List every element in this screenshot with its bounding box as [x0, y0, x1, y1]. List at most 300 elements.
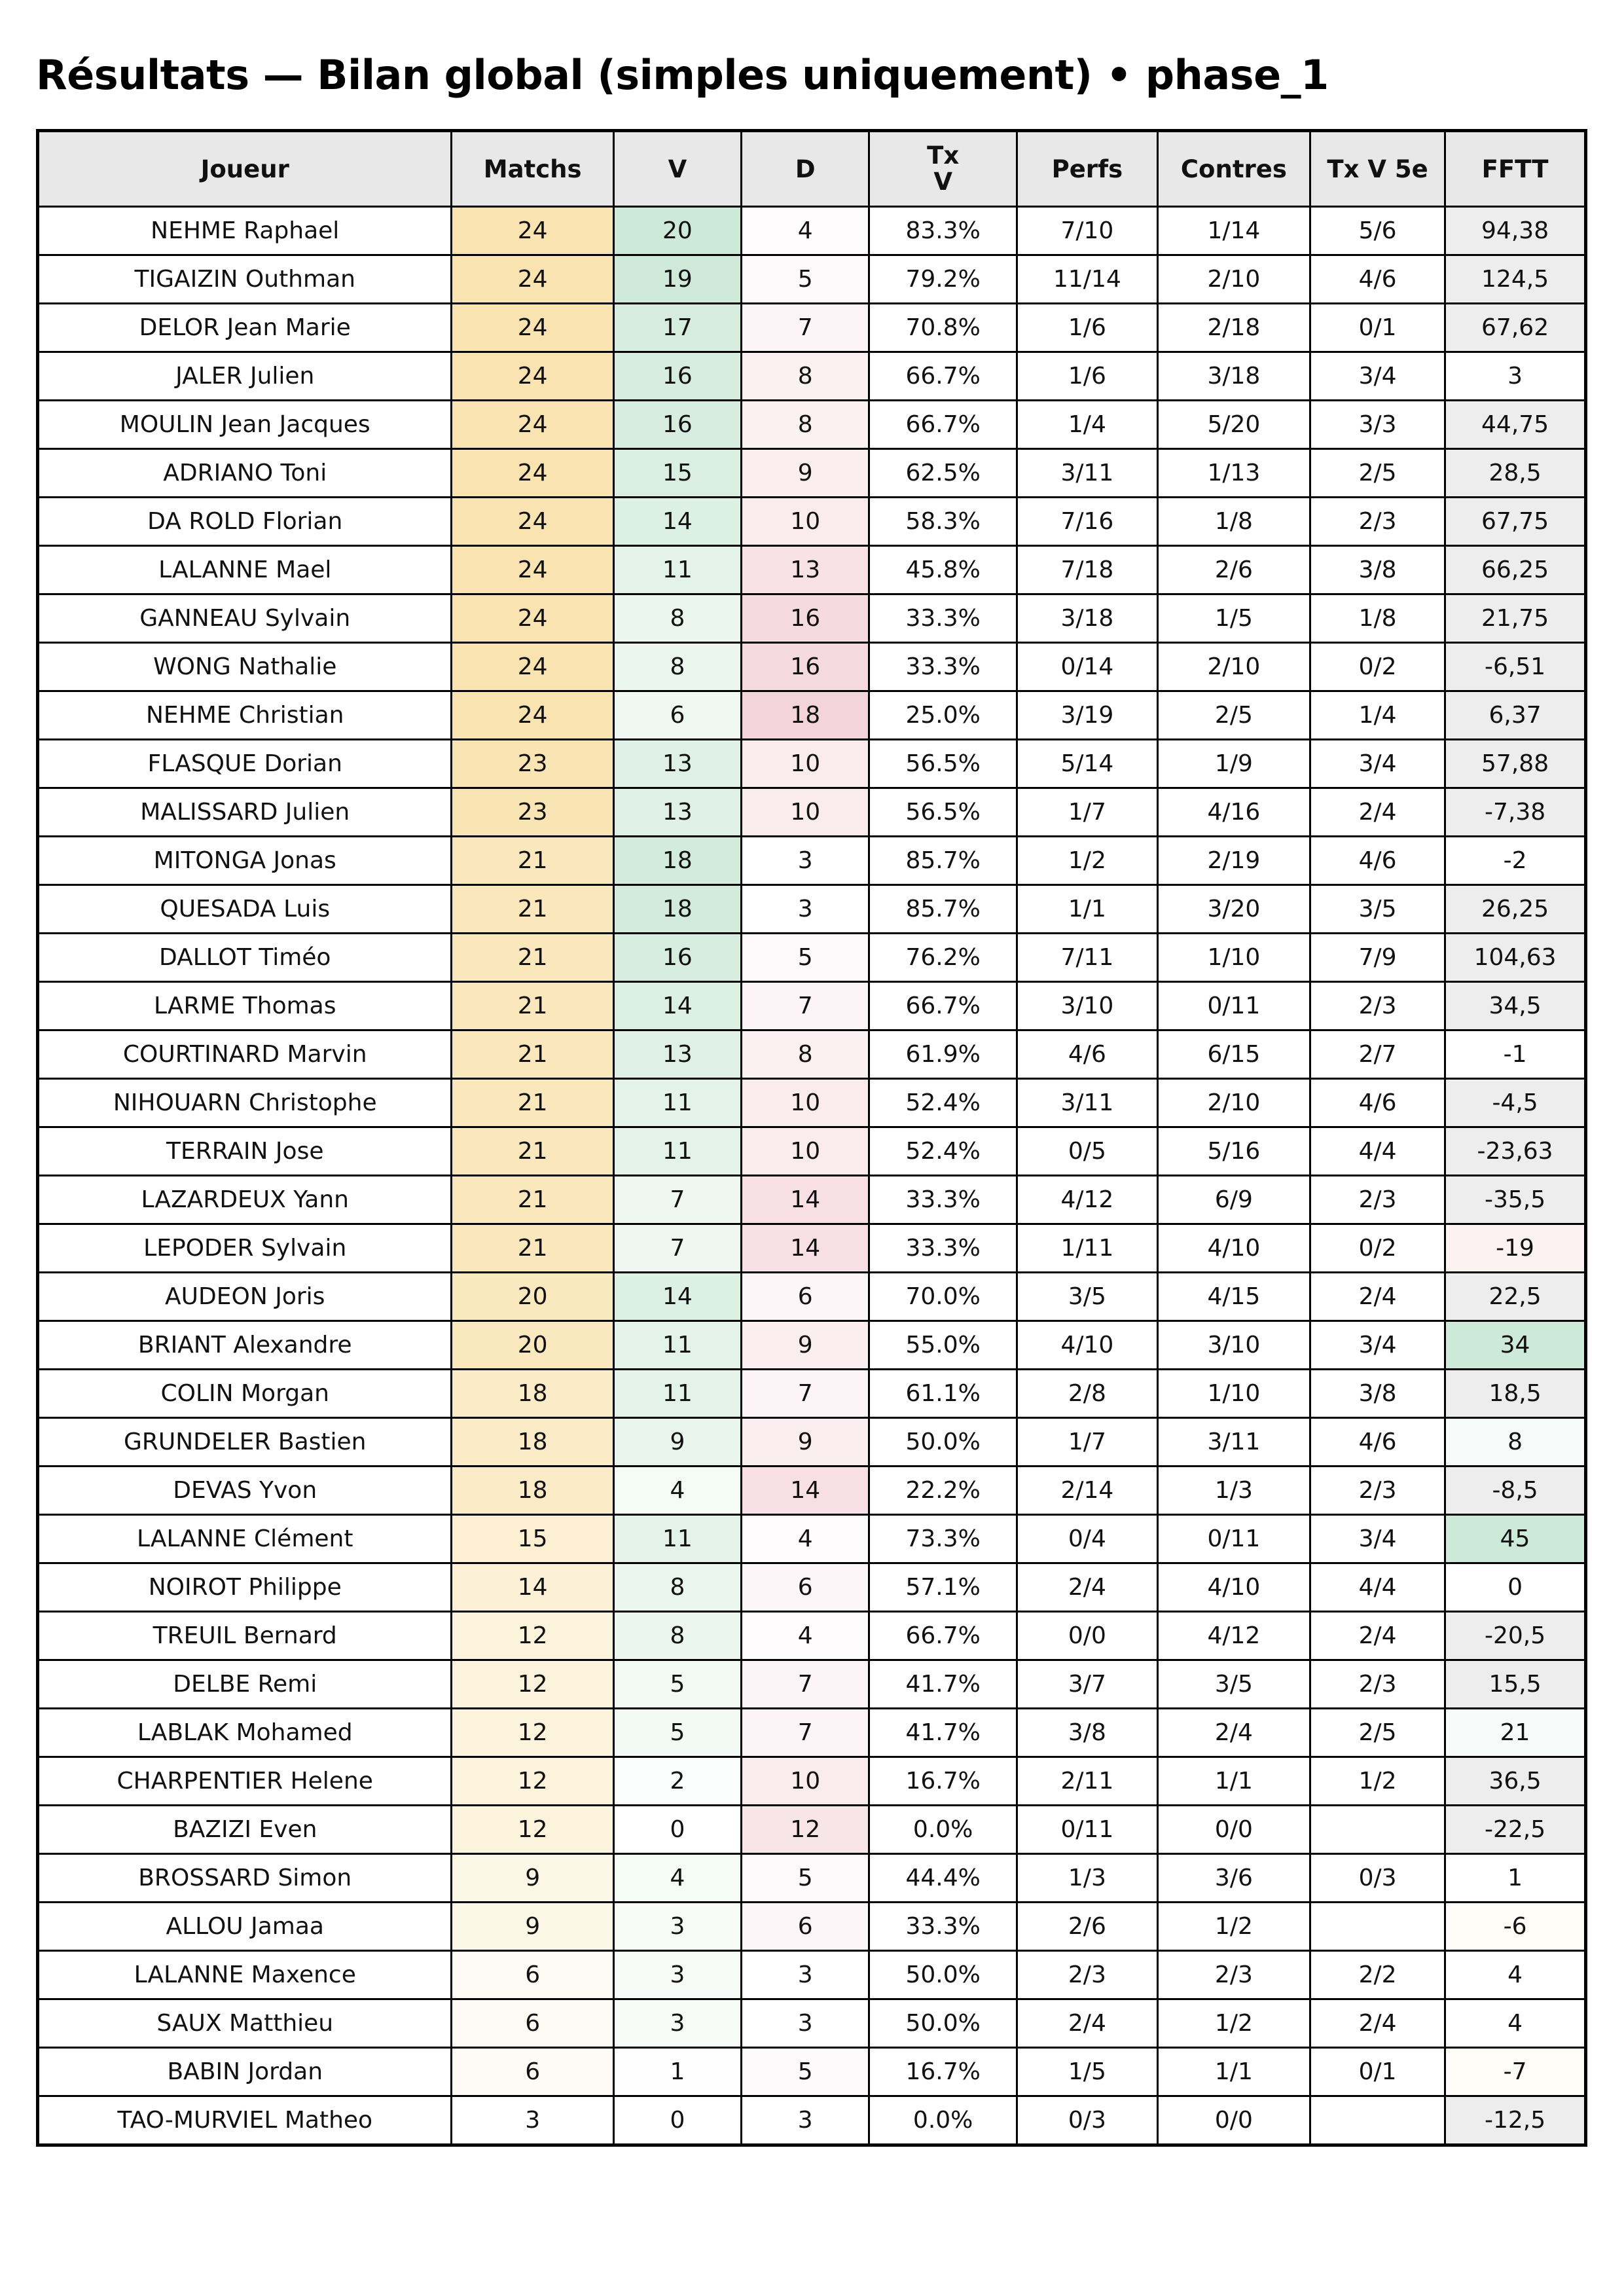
cell-contres: 6/9: [1157, 1176, 1310, 1224]
cell-perfs: 0/14: [1017, 643, 1157, 691]
cell-perfs: 3/11: [1017, 449, 1157, 498]
cell-perfs: 1/4: [1017, 401, 1157, 449]
cell-defeats: 6: [742, 1273, 869, 1321]
table-row[interactable]: [38, 1224, 1586, 1273]
cell-perfs: 3/19: [1017, 691, 1157, 740]
cell-player: ADRIANO Toni: [38, 449, 452, 498]
cell-fftt: 0: [1445, 1563, 1586, 1612]
cell-contres: 3/18: [1157, 352, 1310, 401]
table-row[interactable]: [38, 1176, 1586, 1224]
cell-perfs: 4/6: [1017, 1030, 1157, 1079]
cell-defeats: 3: [742, 1951, 869, 1999]
cell-perfs: 1/6: [1017, 352, 1157, 401]
table-row[interactable]: [38, 401, 1586, 449]
cell-tx-v-5e: 2/3: [1310, 982, 1445, 1030]
cell-fftt: 34,5: [1445, 982, 1586, 1030]
cell-victories: 3: [613, 1903, 741, 1951]
cell-fftt: 45: [1445, 1515, 1586, 1563]
cell-tx-v: 50.0%: [869, 1418, 1017, 1467]
cell-contres: 1/1: [1157, 1757, 1310, 1806]
cell-victories: 8: [613, 1612, 741, 1660]
cell-victories: 17: [613, 304, 741, 352]
cell-victories: 1: [613, 2048, 741, 2096]
table-row[interactable]: [38, 207, 1586, 255]
cell-player: BABIN Jordan: [38, 2048, 452, 2096]
cell-player: CHARPENTIER Helene: [38, 1757, 452, 1806]
cell-perfs: 4/12: [1017, 1176, 1157, 1224]
column-header-fftt[interactable]: FFTT: [1445, 131, 1586, 207]
cell-defeats: 9: [742, 1418, 869, 1467]
cell-defeats: 4: [742, 207, 869, 255]
cell-victories: 11: [613, 1079, 741, 1127]
cell-victories: 0: [613, 1806, 741, 1854]
cell-contres: 0/0: [1157, 1806, 1310, 1854]
cell-matchs: 21: [452, 837, 613, 885]
column-header-tx-v[interactable]: [869, 131, 1017, 207]
cell-matchs: 24: [452, 304, 613, 352]
column-header-tx-v-5e[interactable]: Tx V 5e: [1310, 131, 1445, 207]
cell-perfs: 1/5: [1017, 2048, 1157, 2096]
cell-tx-v: 73.3%: [869, 1515, 1017, 1563]
cell-contres: 2/4: [1157, 1709, 1310, 1757]
cell-perfs: 1/7: [1017, 1418, 1157, 1467]
cell-victories: 7: [613, 1224, 741, 1273]
cell-defeats: 14: [742, 1176, 869, 1224]
cell-defeats: 5: [742, 2048, 869, 2096]
cell-perfs: 0/3: [1017, 2096, 1157, 2145]
table-row[interactable]: [38, 1709, 1586, 1757]
cell-victories: 15: [613, 449, 741, 498]
cell-victories: 11: [613, 1127, 741, 1176]
cell-tx-v: 61.1%: [869, 1370, 1017, 1418]
cell-player: BRIANT Alexandre: [38, 1321, 452, 1370]
cell-defeats: 3: [742, 2096, 869, 2145]
header-row: [38, 131, 1586, 207]
cell-player: LABLAK Mohamed: [38, 1709, 452, 1757]
cell-perfs: 2/4: [1017, 1999, 1157, 2048]
cell-contres: 2/18: [1157, 304, 1310, 352]
cell-perfs: 4/10: [1017, 1321, 1157, 1370]
cell-perfs: 0/5: [1017, 1127, 1157, 1176]
cell-matchs: 21: [452, 885, 613, 934]
cell-tx-v-5e: 3/3: [1310, 401, 1445, 449]
cell-player: DEVAS Yvon: [38, 1467, 452, 1515]
cell-defeats: 18: [742, 691, 869, 740]
cell-contres: 1/5: [1157, 594, 1310, 643]
cell-tx-v: 33.3%: [869, 1224, 1017, 1273]
cell-victories: 16: [613, 352, 741, 401]
cell-contres: 2/6: [1157, 546, 1310, 594]
column-header-joueur[interactable]: Joueur: [38, 131, 452, 207]
cell-player: TIGAIZIN Outhman: [38, 255, 452, 304]
cell-tx-v-5e: 2/7: [1310, 1030, 1445, 1079]
cell-contres: 0/0: [1157, 2096, 1310, 2145]
cell-defeats: 5: [742, 1854, 869, 1903]
cell-fftt: 67,62: [1445, 304, 1586, 352]
cell-perfs: 1/2: [1017, 837, 1157, 885]
cell-defeats: 9: [742, 1321, 869, 1370]
cell-perfs: 7/11: [1017, 934, 1157, 982]
table-row[interactable]: [38, 1612, 1586, 1660]
cell-fftt: 36,5: [1445, 1757, 1586, 1806]
cell-tx-v: 33.3%: [869, 643, 1017, 691]
cell-victories: 11: [613, 546, 741, 594]
cell-player: DELOR Jean Marie: [38, 304, 452, 352]
cell-contres: 1/10: [1157, 1370, 1310, 1418]
column-header-v[interactable]: V: [613, 131, 741, 207]
cell-victories: 13: [613, 740, 741, 788]
cell-matchs: 12: [452, 1660, 613, 1709]
cell-tx-v-5e: 0/2: [1310, 643, 1445, 691]
cell-perfs: 3/5: [1017, 1273, 1157, 1321]
cell-defeats: 13: [742, 546, 869, 594]
cell-fftt: 8: [1445, 1418, 1586, 1467]
cell-player: MITONGA Jonas: [38, 837, 452, 885]
cell-perfs: 1/6: [1017, 304, 1157, 352]
column-header-matchs[interactable]: Matchs: [452, 131, 613, 207]
table-row[interactable]: [38, 594, 1586, 643]
cell-matchs: 15: [452, 1515, 613, 1563]
cell-victories: 9: [613, 1418, 741, 1467]
cell-defeats: 3: [742, 1999, 869, 2048]
cell-player: COLIN Morgan: [38, 1370, 452, 1418]
cell-tx-v-5e: 2/5: [1310, 1709, 1445, 1757]
cell-tx-v: 66.7%: [869, 352, 1017, 401]
cell-fftt: 22,5: [1445, 1273, 1586, 1321]
cell-perfs: 2/4: [1017, 1563, 1157, 1612]
cell-contres: 0/11: [1157, 1515, 1310, 1563]
cell-tx-v: 85.7%: [869, 885, 1017, 934]
cell-fftt: -19: [1445, 1224, 1586, 1273]
table-row[interactable]: [38, 546, 1586, 594]
cell-player: TREUIL Bernard: [38, 1612, 452, 1660]
cell-victories: 3: [613, 1951, 741, 1999]
cell-fftt: 104,63: [1445, 934, 1586, 982]
cell-fftt: 124,5: [1445, 255, 1586, 304]
cell-contres: 1/8: [1157, 498, 1310, 546]
cell-tx-v: 55.0%: [869, 1321, 1017, 1370]
cell-tx-v: 56.5%: [869, 740, 1017, 788]
cell-perfs: 3/10: [1017, 982, 1157, 1030]
table-row[interactable]: [38, 788, 1586, 837]
cell-player: LALANNE Clément: [38, 1515, 452, 1563]
table-row[interactable]: [38, 1370, 1586, 1418]
table-row[interactable]: [38, 1273, 1586, 1321]
cell-tx-v-5e: 3/4: [1310, 352, 1445, 401]
cell-contres: 3/11: [1157, 1418, 1310, 1467]
cell-defeats: 10: [742, 1757, 869, 1806]
cell-tx-v: 66.7%: [869, 1612, 1017, 1660]
cell-tx-v: 33.3%: [869, 1903, 1017, 1951]
cell-defeats: 10: [742, 1127, 869, 1176]
cell-player: LAZARDEUX Yann: [38, 1176, 452, 1224]
cell-victories: 8: [613, 643, 741, 691]
cell-victories: 11: [613, 1321, 741, 1370]
cell-tx-v: 22.2%: [869, 1467, 1017, 1515]
table-row[interactable]: [38, 1467, 1586, 1515]
cell-tx-v-5e: 1/4: [1310, 691, 1445, 740]
cell-matchs: 6: [452, 1999, 613, 2048]
cell-tx-v: 85.7%: [869, 837, 1017, 885]
cell-tx-v: 16.7%: [869, 1757, 1017, 1806]
cell-matchs: 24: [452, 643, 613, 691]
table-row[interactable]: [38, 352, 1586, 401]
cell-matchs: 24: [452, 401, 613, 449]
cell-contres: 3/10: [1157, 1321, 1310, 1370]
cell-perfs: 0/4: [1017, 1515, 1157, 1563]
cell-perfs: 1/3: [1017, 1854, 1157, 1903]
cell-tx-v-5e: 2/4: [1310, 1612, 1445, 1660]
table-header: [38, 131, 1586, 207]
cell-fftt: 28,5: [1445, 449, 1586, 498]
table-row[interactable]: [38, 304, 1586, 352]
cell-victories: 19: [613, 255, 741, 304]
cell-victories: 16: [613, 934, 741, 982]
cell-tx-v: 41.7%: [869, 1709, 1017, 1757]
cell-contres: 1/13: [1157, 449, 1310, 498]
column-header-tx-v-line2: V: [933, 168, 952, 196]
cell-victories: 11: [613, 1515, 741, 1563]
cell-matchs: 20: [452, 1321, 613, 1370]
cell-fftt: -12,5: [1445, 2096, 1586, 2145]
cell-fftt: 66,25: [1445, 546, 1586, 594]
table-row[interactable]: [38, 1951, 1586, 1999]
cell-fftt: -6,51: [1445, 643, 1586, 691]
cell-player: JALER Julien: [38, 352, 452, 401]
cell-defeats: 8: [742, 1030, 869, 1079]
cell-victories: 8: [613, 1563, 741, 1612]
cell-fftt: 34: [1445, 1321, 1586, 1370]
cell-perfs: 2/3: [1017, 1951, 1157, 1999]
column-header-d[interactable]: D: [742, 131, 869, 207]
cell-contres: 5/16: [1157, 1127, 1310, 1176]
cell-contres: 4/10: [1157, 1224, 1310, 1273]
cell-fftt: -4,5: [1445, 1079, 1586, 1127]
cell-matchs: 24: [452, 546, 613, 594]
cell-tx-v: 79.2%: [869, 255, 1017, 304]
cell-perfs: 1/7: [1017, 788, 1157, 837]
cell-matchs: 21: [452, 1176, 613, 1224]
cell-contres: 1/2: [1157, 1999, 1310, 2048]
cell-contres: 2/10: [1157, 255, 1310, 304]
cell-matchs: 24: [452, 449, 613, 498]
cell-tx-v: 76.2%: [869, 934, 1017, 982]
cell-perfs: 0/11: [1017, 1806, 1157, 1854]
cell-perfs: 1/1: [1017, 885, 1157, 934]
cell-tx-v-5e: 4/6: [1310, 1418, 1445, 1467]
cell-fftt: -35,5: [1445, 1176, 1586, 1224]
cell-fftt: -7,38: [1445, 788, 1586, 837]
cell-perfs: 11/14: [1017, 255, 1157, 304]
cell-defeats: 10: [742, 740, 869, 788]
cell-victories: 20: [613, 207, 741, 255]
cell-tx-v-5e: 2/4: [1310, 1999, 1445, 2048]
cell-tx-v: 83.3%: [869, 207, 1017, 255]
cell-victories: 16: [613, 401, 741, 449]
cell-matchs: 21: [452, 1079, 613, 1127]
cell-contres: 1/14: [1157, 207, 1310, 255]
cell-victories: 5: [613, 1709, 741, 1757]
table-row[interactable]: [38, 1999, 1586, 2048]
cell-tx-v: 57.1%: [869, 1563, 1017, 1612]
cell-tx-v-5e: 3/8: [1310, 546, 1445, 594]
page-title: Résultats — Bilan global (simples uniquement) • phase_1: [36, 51, 1329, 99]
cell-perfs: 7/16: [1017, 498, 1157, 546]
table-row[interactable]: [38, 1563, 1586, 1612]
table-row[interactable]: [38, 1515, 1586, 1563]
table-row[interactable]: [38, 885, 1586, 934]
cell-defeats: 16: [742, 643, 869, 691]
cell-player: LARME Thomas: [38, 982, 452, 1030]
cell-tx-v-5e: 3/4: [1310, 1321, 1445, 1370]
cell-contres: 4/15: [1157, 1273, 1310, 1321]
cell-victories: 18: [613, 837, 741, 885]
table-row[interactable]: [38, 1418, 1586, 1467]
cell-player: QUESADA Luis: [38, 885, 452, 934]
cell-player: FLASQUE Dorian: [38, 740, 452, 788]
cell-defeats: 10: [742, 788, 869, 837]
table-row[interactable]: [38, 691, 1586, 740]
cell-tx-v-5e: 0/1: [1310, 304, 1445, 352]
table-row[interactable]: [38, 1127, 1586, 1176]
column-header-perfs[interactable]: Perfs: [1017, 131, 1157, 207]
cell-tx-v: 61.9%: [869, 1030, 1017, 1079]
cell-contres: 1/2: [1157, 1903, 1310, 1951]
cell-perfs: 1/11: [1017, 1224, 1157, 1273]
cell-player: DA ROLD Florian: [38, 498, 452, 546]
table-row[interactable]: [38, 1903, 1586, 1951]
cell-tx-v-5e: 2/2: [1310, 1951, 1445, 1999]
cell-contres: 2/3: [1157, 1951, 1310, 1999]
cell-tx-v: 56.5%: [869, 788, 1017, 837]
table-row[interactable]: [38, 1660, 1586, 1709]
cell-victories: 11: [613, 1370, 741, 1418]
table-row[interactable]: [38, 740, 1586, 788]
cell-contres: 4/16: [1157, 788, 1310, 837]
cell-tx-v-5e: 2/3: [1310, 498, 1445, 546]
cell-player: NIHOUARN Christophe: [38, 1079, 452, 1127]
cell-matchs: 24: [452, 498, 613, 546]
cell-tx-v: 41.7%: [869, 1660, 1017, 1709]
cell-victories: 18: [613, 885, 741, 934]
cell-tx-v: 52.4%: [869, 1127, 1017, 1176]
table-row[interactable]: [38, 498, 1586, 546]
cell-fftt: 67,75: [1445, 498, 1586, 546]
cell-defeats: 10: [742, 498, 869, 546]
cell-tx-v: 50.0%: [869, 1951, 1017, 1999]
table-row[interactable]: [38, 1321, 1586, 1370]
cell-defeats: 16: [742, 594, 869, 643]
cell-contres: 3/5: [1157, 1660, 1310, 1709]
cell-player: GANNEAU Sylvain: [38, 594, 452, 643]
cell-matchs: 21: [452, 982, 613, 1030]
cell-victories: 2: [613, 1757, 741, 1806]
table-row[interactable]: [38, 1030, 1586, 1079]
cell-defeats: 5: [742, 934, 869, 982]
cell-player: NEHME Christian: [38, 691, 452, 740]
table-row[interactable]: [38, 1079, 1586, 1127]
table-row[interactable]: [38, 982, 1586, 1030]
cell-player: BAZIZI Even: [38, 1806, 452, 1854]
cell-defeats: 4: [742, 1515, 869, 1563]
cell-tx-v: 45.8%: [869, 546, 1017, 594]
table-row[interactable]: [38, 449, 1586, 498]
table-row[interactable]: [38, 1854, 1586, 1903]
cell-fftt: -2: [1445, 837, 1586, 885]
cell-defeats: 6: [742, 1563, 869, 1612]
table-row[interactable]: [38, 2048, 1586, 2096]
cell-player: DALLOT Timéo: [38, 934, 452, 982]
cell-matchs: 12: [452, 1757, 613, 1806]
cell-player: WONG Nathalie: [38, 643, 452, 691]
cell-player: MOULIN Jean Jacques: [38, 401, 452, 449]
cell-tx-v: 33.3%: [869, 1176, 1017, 1224]
cell-player: LEPODER Sylvain: [38, 1224, 452, 1273]
cell-tx-v-5e: 4/6: [1310, 837, 1445, 885]
cell-defeats: 3: [742, 837, 869, 885]
cell-player: LALANNE Maxence: [38, 1951, 452, 1999]
cell-victories: 14: [613, 1273, 741, 1321]
table-row[interactable]: [38, 934, 1586, 982]
cell-contres: 6/15: [1157, 1030, 1310, 1079]
cell-tx-v-5e: 2/3: [1310, 1176, 1445, 1224]
cell-tx-v-5e: 0/2: [1310, 1224, 1445, 1273]
cell-perfs: 2/14: [1017, 1467, 1157, 1515]
cell-fftt: 26,25: [1445, 885, 1586, 934]
cell-player: COURTINARD Marvin: [38, 1030, 452, 1079]
cell-perfs: 2/6: [1017, 1903, 1157, 1951]
cell-contres: 2/10: [1157, 1079, 1310, 1127]
cell-victories: 13: [613, 788, 741, 837]
cell-tx-v: 0.0%: [869, 2096, 1017, 2145]
cell-defeats: 9: [742, 449, 869, 498]
cell-matchs: 6: [452, 2048, 613, 2096]
cell-player: GRUNDELER Bastien: [38, 1418, 452, 1467]
cell-fftt: 15,5: [1445, 1660, 1586, 1709]
cell-tx-v: 25.0%: [869, 691, 1017, 740]
cell-contres: 3/6: [1157, 1854, 1310, 1903]
column-header-contres[interactable]: Contres: [1157, 131, 1310, 207]
cell-fftt: -8,5: [1445, 1467, 1586, 1515]
cell-defeats: 7: [742, 304, 869, 352]
table-row[interactable]: [38, 1806, 1586, 1854]
cell-matchs: 20: [452, 1273, 613, 1321]
cell-perfs: 2/11: [1017, 1757, 1157, 1806]
cell-victories: 4: [613, 1854, 741, 1903]
cell-tx-v-5e: 5/6: [1310, 207, 1445, 255]
cell-perfs: 7/10: [1017, 207, 1157, 255]
cell-perfs: 0/0: [1017, 1612, 1157, 1660]
cell-tx-v-5e: [1310, 1903, 1445, 1951]
cell-tx-v-5e: 2/4: [1310, 1273, 1445, 1321]
table-row[interactable]: [38, 255, 1586, 304]
cell-tx-v: 33.3%: [869, 594, 1017, 643]
table-row[interactable]: [38, 837, 1586, 885]
cell-tx-v-5e: 4/6: [1310, 1079, 1445, 1127]
cell-fftt: 18,5: [1445, 1370, 1586, 1418]
cell-tx-v: 0.0%: [869, 1806, 1017, 1854]
table-row[interactable]: [38, 1757, 1586, 1806]
cell-defeats: 5: [742, 255, 869, 304]
table-row[interactable]: [38, 2096, 1586, 2145]
cell-matchs: 18: [452, 1418, 613, 1467]
cell-player: TERRAIN Jose: [38, 1127, 452, 1176]
table-row[interactable]: [38, 643, 1586, 691]
cell-defeats: 7: [742, 1709, 869, 1757]
cell-player: NOIROT Philippe: [38, 1563, 452, 1612]
cell-fftt: 57,88: [1445, 740, 1586, 788]
cell-victories: 3: [613, 1999, 741, 2048]
